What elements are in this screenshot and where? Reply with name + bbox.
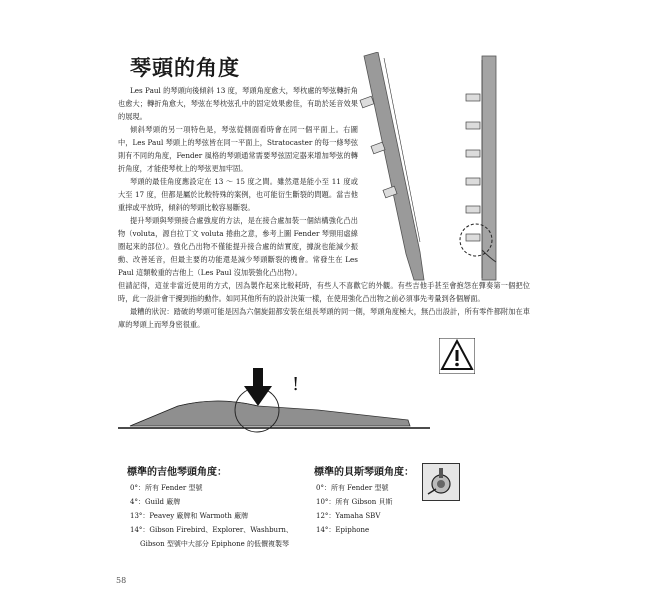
- neck-shape: [130, 401, 410, 426]
- list-item: 10°：所有 Gibson 貝斯: [316, 498, 393, 506]
- page-title: 琴頭的角度: [130, 56, 240, 80]
- page-number: 58: [116, 576, 127, 585]
- list-item: 14°：Gibson Firebird、Explorer、Washburn、: [130, 526, 293, 534]
- warning-triangle-icon: [439, 338, 475, 374]
- list-item: 0°：所有 Fender 型號: [130, 484, 203, 492]
- headstock-side-view-figure: [358, 52, 530, 282]
- body-text-wide: [118, 279, 530, 331]
- neck-angle-diagram: [118, 362, 438, 442]
- list-item: 14°：Epiphone: [316, 526, 370, 534]
- paragraph-continuation: 但請記得，這並非當近使用的方式，因為製作起來比較耗時，有些人不喜歡它的外觀。有些吉他手甚至會抱怨在彈奏第一個把位時，此一設計會干擾到指的動作。如同其他所有的設計決策一樣，在使用強化凸出物之前必須事先考量到各個層面。: [118, 281, 530, 303]
- guitar-angles-title: 標準的吉他琴頭角度：: [127, 467, 227, 478]
- fender-headstock: [460, 56, 496, 280]
- list-item: 13°：Peavey 廠牌和 Warmoth 廠牌: [130, 512, 249, 520]
- paragraph: 傾斜琴頭的另一項特色是，琴弦從側面看時會在同一個平面上。右圖中，Les Paul 琴頭上的琴弦皆在同一平面上，Stratocaster 的每一條琴弦則有不同的角度，Fender 風格的琴頭通常需要琴弦固定器來增加琴弦的轉折角度，才能使琴枕上的琴弦更加牢固。: [118, 125, 358, 173]
- list-item: 4°：Guild 廠牌: [130, 498, 181, 506]
- les-paul-headstock: [360, 52, 424, 280]
- guitar-angles-list: [130, 481, 293, 551]
- paragraph: Les Paul 的琴頭向後傾斜 13 度，琴頭角度愈大，琴枕處的琴弦轉折角也愈大；轉折角愈大，琴弦在琴枕弦孔中的固定效果愈佳，有助於延音效果的展現。: [118, 86, 358, 121]
- bass-tuner-icon: [422, 463, 460, 501]
- paragraph-worst-case: 最糟的狀況：踏破的琴頭可能是因為六個旋鈕都安裝在組長琴頭的同一側，琴頭角度極大，無凸出設計，所有零件都附加在車庫的琴頭上而琴身密很重。: [118, 307, 530, 329]
- bass-angles-title: 標準的貝斯琴頭角度：: [314, 467, 414, 478]
- bass-angles-list: [316, 481, 392, 537]
- down-arrow-icon: [244, 368, 272, 406]
- list-item: Gibson 型號中大部分 Epiphone 的低價複製琴: [140, 540, 289, 548]
- paragraph: 提升琴頭與琴頸接合處強度的方法，是在接合處加裝一個結構強化凸出物（voluta，源自拉丁文 voluta 捲曲之意，參考上圖 Fender 琴頸用虛線圈起來的部位）。強化凸出物不僅能提升接合處的結實度，據說也能減少振動、改善延音，但最主要的功能還是減少琴頭斷裂的機會。常發生在 Les Paul 這類較重的吉他上（Les Paul 沒加裝強化凸出物）。: [118, 216, 358, 277]
- paragraph: 琴頭的最佳角度應設定在 13 ～ 15 度之間。雖然還是能小至 11 度或大至 17 度，但都是屬於比較特殊的案例，也可能衍生斷裂的問題。當吉他重摔或平放時，傾斜的琴頭比較容易斷裂。: [118, 177, 358, 212]
- list-item: 0°：所有 Fender 型號: [316, 484, 389, 492]
- list-item: 12°：Yamaha SBV: [316, 512, 381, 520]
- body-text-column: [118, 84, 358, 279]
- exclamation-mark: !: [292, 374, 300, 395]
